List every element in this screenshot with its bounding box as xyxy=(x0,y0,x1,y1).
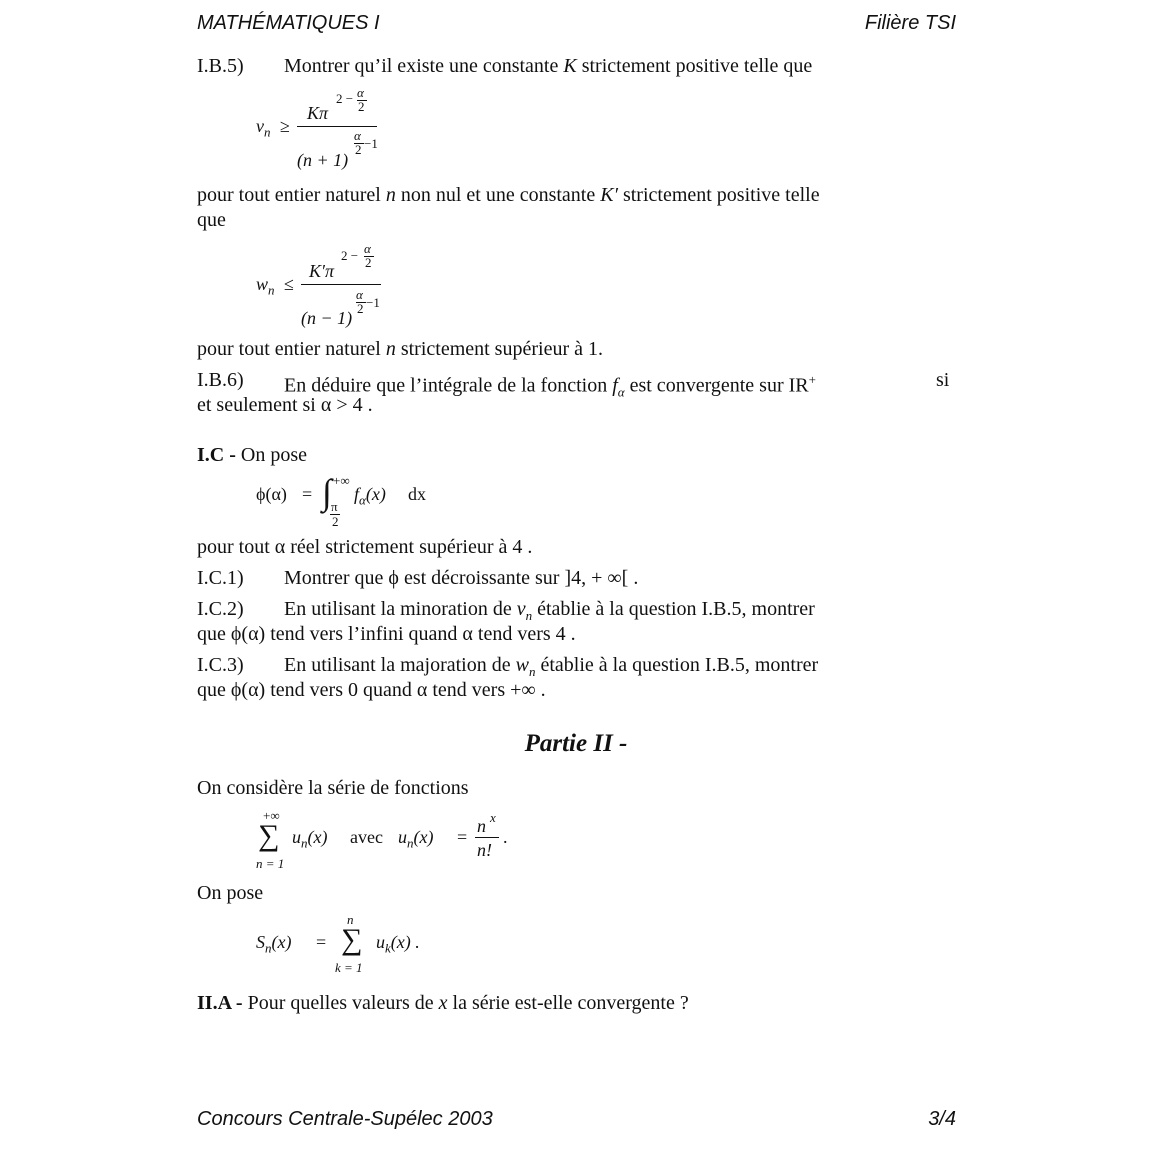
ib5-after-v: pour tout entier naturel n non nul et une constante K′ strictement positive telle xyxy=(197,184,820,206)
ib5-que: que xyxy=(197,209,226,231)
ic2-line2: que ϕ(α) tend vers l’infini quand α tend vers 4 . xyxy=(197,623,576,645)
header-left: MATHÉMATIQUES I xyxy=(197,12,380,34)
part2-intro: On considère la série de fonctions xyxy=(197,777,469,799)
part2-title: Partie II - xyxy=(524,730,628,757)
ic3-line: En utilisant la majoration de $w_n$ établie à la question I.B.5, montrer xyxy=(284,654,819,679)
ic2-line: En utilisant la minoration de $v_n$ établie à la question I.B.5, montrer xyxy=(284,598,815,623)
ic1-line: Montrer que ϕ est décroissante sur ]4, + ∞[ . xyxy=(284,567,639,589)
ic2-label: I.C.2) xyxy=(197,598,244,620)
ic3-label: I.C.3) xyxy=(197,654,244,676)
ic1-label: I.C.1) xyxy=(197,567,244,589)
ib6-label: I.B.6) xyxy=(197,369,244,391)
ib6-si: si xyxy=(936,369,950,391)
ib5-after-w: pour tout entier naturel n strictement supérieur à 1. xyxy=(197,338,603,360)
header-right: Filière TSI xyxy=(864,12,956,34)
iia-question: II.A - Pour quelles valeurs de x la série est-elle convergente ? xyxy=(197,992,689,1014)
part2-on-pose: On pose xyxy=(197,882,264,904)
ib6-line2: et seulement si α > 4 . xyxy=(197,394,373,416)
ic-after: pour tout α réel strictement supérieur à 4 . xyxy=(197,536,533,558)
ib5-line: Montrer qu’il existe une constante K strictement positive telle que xyxy=(284,55,813,77)
ic-heading: I.C - On pose xyxy=(197,444,307,466)
footer-page-number: 3/4 xyxy=(928,1108,956,1130)
footer-left: Concours Centrale-Supélec 2003 xyxy=(197,1108,493,1130)
ib6-line: En déduire que l’intégrale de la fonction $f_\alpha$ est convergente sur IR+ xyxy=(284,372,816,400)
ib5-label: I.B.5) xyxy=(197,55,244,77)
ic3-line2: que ϕ(α) tend vers 0 quand α tend vers +∞ . xyxy=(197,679,546,701)
